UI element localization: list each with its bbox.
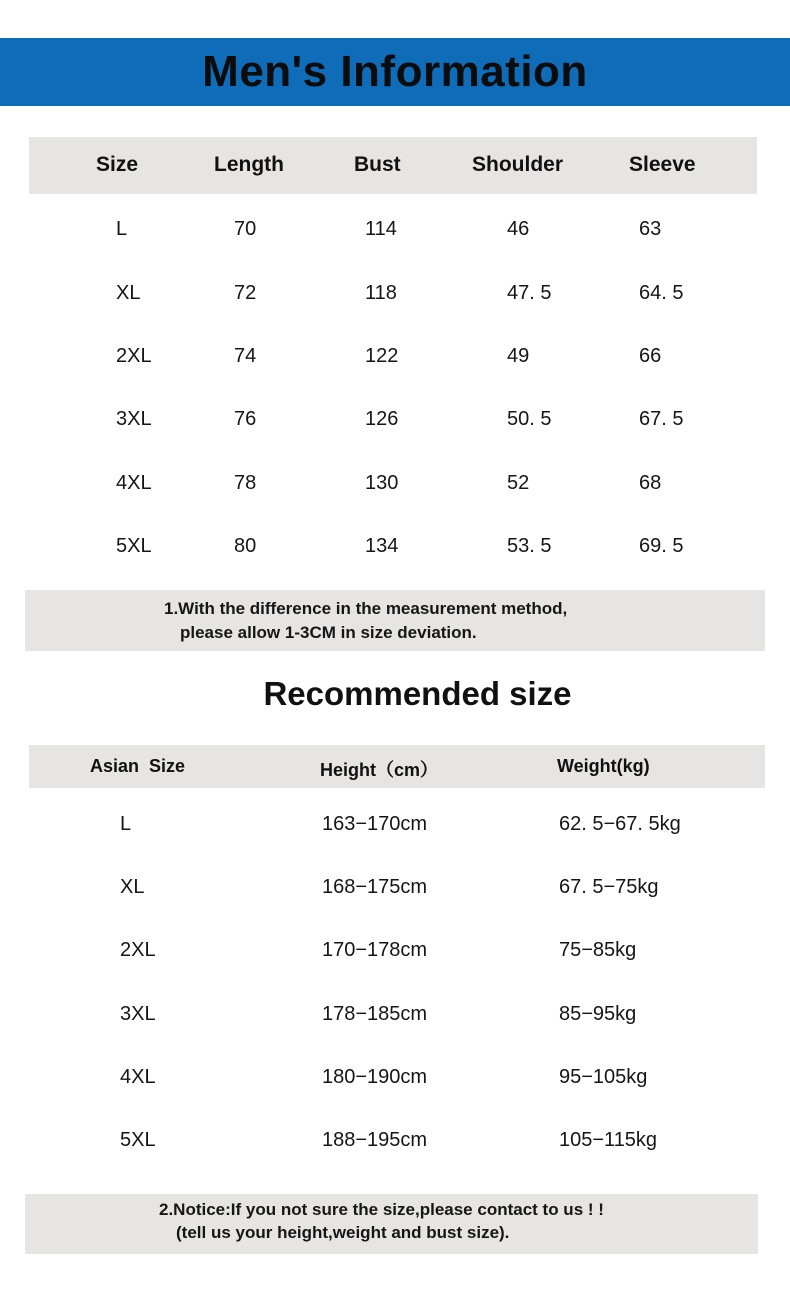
length-cell: 74 bbox=[234, 345, 257, 367]
size-cell: 5XL bbox=[120, 1129, 156, 1151]
size-cell: XL bbox=[116, 282, 141, 304]
header-sleeve: Sleeve bbox=[629, 153, 696, 176]
bust-cell: 114 bbox=[365, 218, 397, 240]
size-cell: L bbox=[120, 813, 132, 835]
size-cell: XL bbox=[120, 876, 145, 898]
length-cell: 70 bbox=[234, 218, 257, 240]
shoulder-cell: 46 bbox=[507, 218, 530, 240]
height-cell: 178−185cm bbox=[322, 1003, 428, 1025]
height-cell: 170−178cm bbox=[322, 939, 428, 961]
measurement-note-line-1: 1.With the difference in the measurement method, bbox=[164, 599, 568, 618]
length-cell: 76 bbox=[234, 408, 257, 430]
measurement-note bbox=[25, 590, 765, 651]
weight-cell: 75−85kg bbox=[559, 939, 637, 961]
shoulder-cell: 49 bbox=[507, 345, 530, 367]
length-cell: 80 bbox=[234, 535, 257, 557]
size-cell: 2XL bbox=[120, 939, 156, 961]
header-weight: Weight(kg) bbox=[557, 756, 650, 776]
height-cell: 168−175cm bbox=[322, 876, 428, 898]
header-height: Height（cm） bbox=[320, 760, 439, 780]
size-cell: 3XL bbox=[120, 1003, 156, 1025]
sleeve-cell: 63 bbox=[639, 218, 662, 240]
sleeve-cell: 67. 5 bbox=[639, 408, 684, 430]
weight-cell: 85−95kg bbox=[559, 1003, 637, 1025]
page-title: Men's Information bbox=[202, 47, 588, 96]
length-cell: 78 bbox=[234, 472, 257, 494]
header-asian-size: Asian Size bbox=[90, 756, 186, 776]
weight-cell: 62. 5−67. 5kg bbox=[559, 813, 681, 835]
shoulder-cell: 53. 5 bbox=[507, 535, 552, 557]
size-cell: 2XL bbox=[116, 345, 152, 367]
shoulder-cell: 47. 5 bbox=[507, 282, 552, 304]
contact-note-line-1: 2.Notice:If you not sure the size,please contact to us ! ! bbox=[159, 1200, 604, 1219]
height-cell: 163−170cm bbox=[322, 813, 428, 835]
size-cell: 4XL bbox=[116, 472, 152, 494]
weight-cell: 67. 5−75kg bbox=[559, 876, 659, 898]
header-size: Size bbox=[96, 153, 139, 176]
bust-cell: 126 bbox=[365, 408, 399, 430]
bust-cell: 130 bbox=[365, 472, 399, 494]
header-length: Length bbox=[214, 153, 284, 176]
height-cell: 188−195cm bbox=[322, 1129, 428, 1151]
height-cell: 180−190cm bbox=[322, 1066, 428, 1088]
header-shoulder: Shoulder bbox=[472, 153, 564, 176]
length-cell: 72 bbox=[234, 282, 257, 304]
contact-note-line-2: (tell us your height,weight and bust size). bbox=[176, 1223, 510, 1242]
shoulder-cell: 52 bbox=[507, 472, 530, 494]
weight-cell: 105−115kg bbox=[559, 1129, 658, 1151]
bust-cell: 118 bbox=[365, 282, 397, 304]
size-cell: 4XL bbox=[120, 1066, 156, 1088]
recommended-size-title: Recommended size bbox=[263, 675, 572, 712]
sleeve-cell: 66 bbox=[639, 345, 662, 367]
weight-cell: 95−105kg bbox=[559, 1066, 648, 1088]
bust-cell: 134 bbox=[365, 535, 399, 557]
bust-cell: 122 bbox=[365, 345, 399, 367]
contact-note bbox=[25, 1194, 758, 1254]
size-cell: L bbox=[116, 218, 128, 240]
measurement-note-line-2: please allow 1-3CM in size deviation. bbox=[180, 623, 477, 642]
sleeve-cell: 69. 5 bbox=[639, 535, 684, 557]
header-bust: Bust bbox=[354, 153, 401, 176]
size-cell: 3XL bbox=[116, 408, 152, 430]
size-cell: 5XL bbox=[116, 535, 152, 557]
shoulder-cell: 50. 5 bbox=[507, 408, 552, 430]
sleeve-cell: 68 bbox=[639, 472, 662, 494]
sleeve-cell: 64. 5 bbox=[639, 282, 684, 304]
